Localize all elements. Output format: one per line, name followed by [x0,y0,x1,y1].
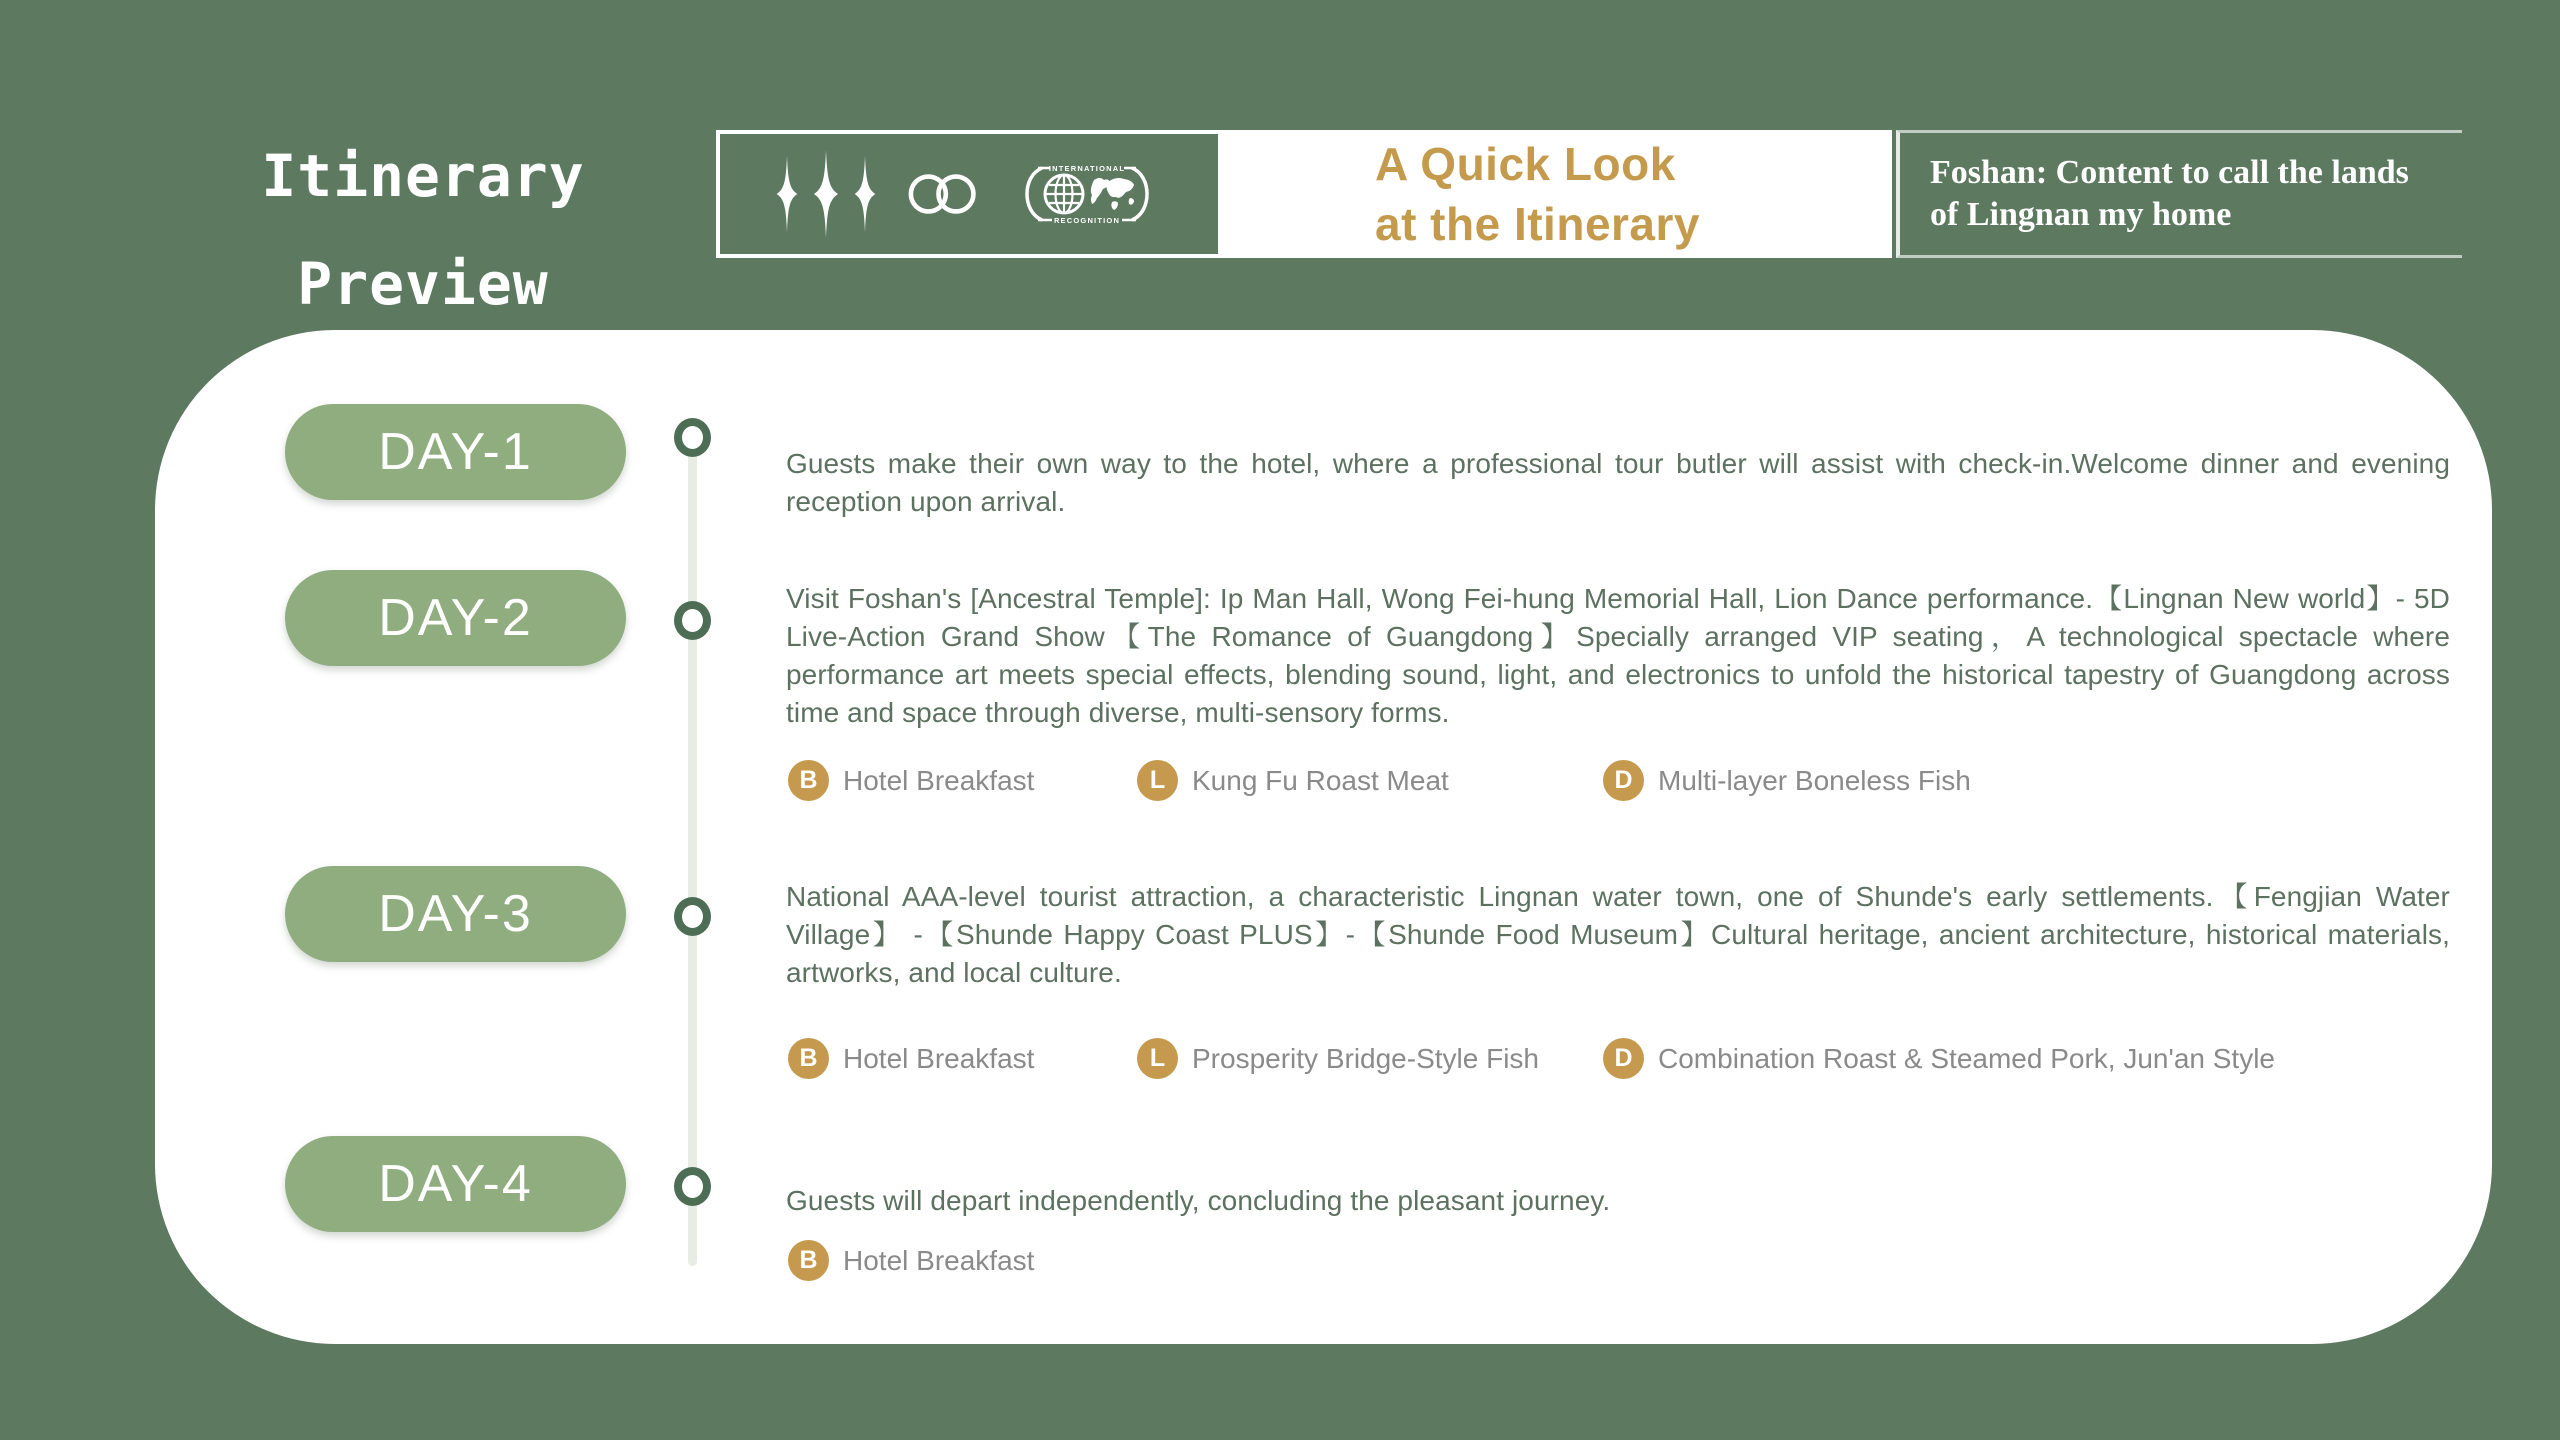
itinerary-card [155,330,2492,1344]
quick-look-line1: A Quick Look [1375,138,1676,190]
day-pill-label: DAY-3 [378,885,533,943]
quick-look-panel [1222,130,1892,258]
globe-bottom-label: RECOGNITION [1053,216,1121,225]
globe-top-label: INTERNATIONAL [1048,164,1126,173]
meal-name: Hotel Breakfast [843,1042,1035,1074]
meal-code-badge: L [1137,760,1178,801]
logo-strip [716,130,1222,258]
meal-code-badge: B [788,760,829,801]
timeline-line [688,436,697,1266]
meal-name: Multi-layer Boneless Fish [1658,764,1971,796]
day-pill-label: DAY-4 [378,1155,533,1213]
meal-code-badge: L [1137,1038,1178,1079]
meal-name: Prosperity Bridge-Style Fish [1192,1042,1540,1074]
meal-code-badge: D [1603,1038,1644,1079]
quick-look-line2: at the Itinerary [1375,198,1700,250]
day-pill-label: DAY-1 [378,423,533,481]
page-title-line1: Itinerary [261,142,585,210]
day-pill [285,866,626,962]
meal-item [1137,1038,1539,1079]
meal-item [1137,760,1449,801]
meal-code-badge: D [1603,760,1644,801]
day-description: National AAA-level tourist attraction, a characteristic Lingnan water town, one of Shunde's early settlements.【Fengjian Water Village】 -【Shunde Happy Coast PLUS】-【Shunde Food Museum】Cultural heritage, ancient architecture, historical materials, artworks, and local culture. [786,881,2450,988]
sparkle-icon [814,150,838,238]
meal-name: Hotel Breakfast [843,1244,1035,1276]
day-description: Guests make their own way to the hotel, where a professional tour butler will assist with check-in.Welcome dinner and evening reception upon arrival. [786,448,2450,517]
page-title-line2: Preview [297,250,549,318]
meal-code-badge: B [788,1038,829,1079]
sparkles-icon [776,150,876,238]
globe-icon [1012,162,1162,226]
page-title [218,122,628,338]
meal-name: Kung Fu Roast Meat [1192,764,1449,796]
meal-item [1603,1038,2275,1079]
day-pill [285,570,626,666]
day-pill [285,1136,626,1232]
timeline-node-icon [674,897,711,936]
day-pill [285,404,626,500]
meal-name: Combination Roast & Steamed Pork, Jun'an Style [1658,1042,2275,1074]
interlocked-rings-icon [906,171,982,217]
meal-item [788,760,1034,801]
tagline-box [1896,130,2462,258]
day-description: Visit Foshan's [Ancestral Temple]: Ip Man Hall, Wong Fei-hung Memorial Hall, Lion Dance performance.【Lingnan New world】- 5D Live-Action Grand Show【The Romance of Guangdong】Specially arranged VIP seating，A technological spectacle where performance art meets special effects, blending sound, light, and electronics to unfold the historical tapestry of Guangdong across time and space through diverse, multi-sensory forms. [786,583,2450,728]
timeline-node-icon [674,601,711,640]
day-pill-label: DAY-2 [378,589,533,647]
meal-item [788,1240,1034,1281]
meal-code-badge: B [788,1240,829,1281]
meal-name: Hotel Breakfast [843,764,1035,796]
meal-item [1603,760,1971,801]
timeline-node-icon [674,418,711,457]
timeline-node-icon [674,1167,711,1206]
foshan-tagline: Foshan: Content to call the lands of Lingnan my home [1930,154,2409,233]
meal-item [788,1038,1034,1079]
day-description: Guests will depart independently, concluding the pleasant journey. [786,1185,1611,1216]
